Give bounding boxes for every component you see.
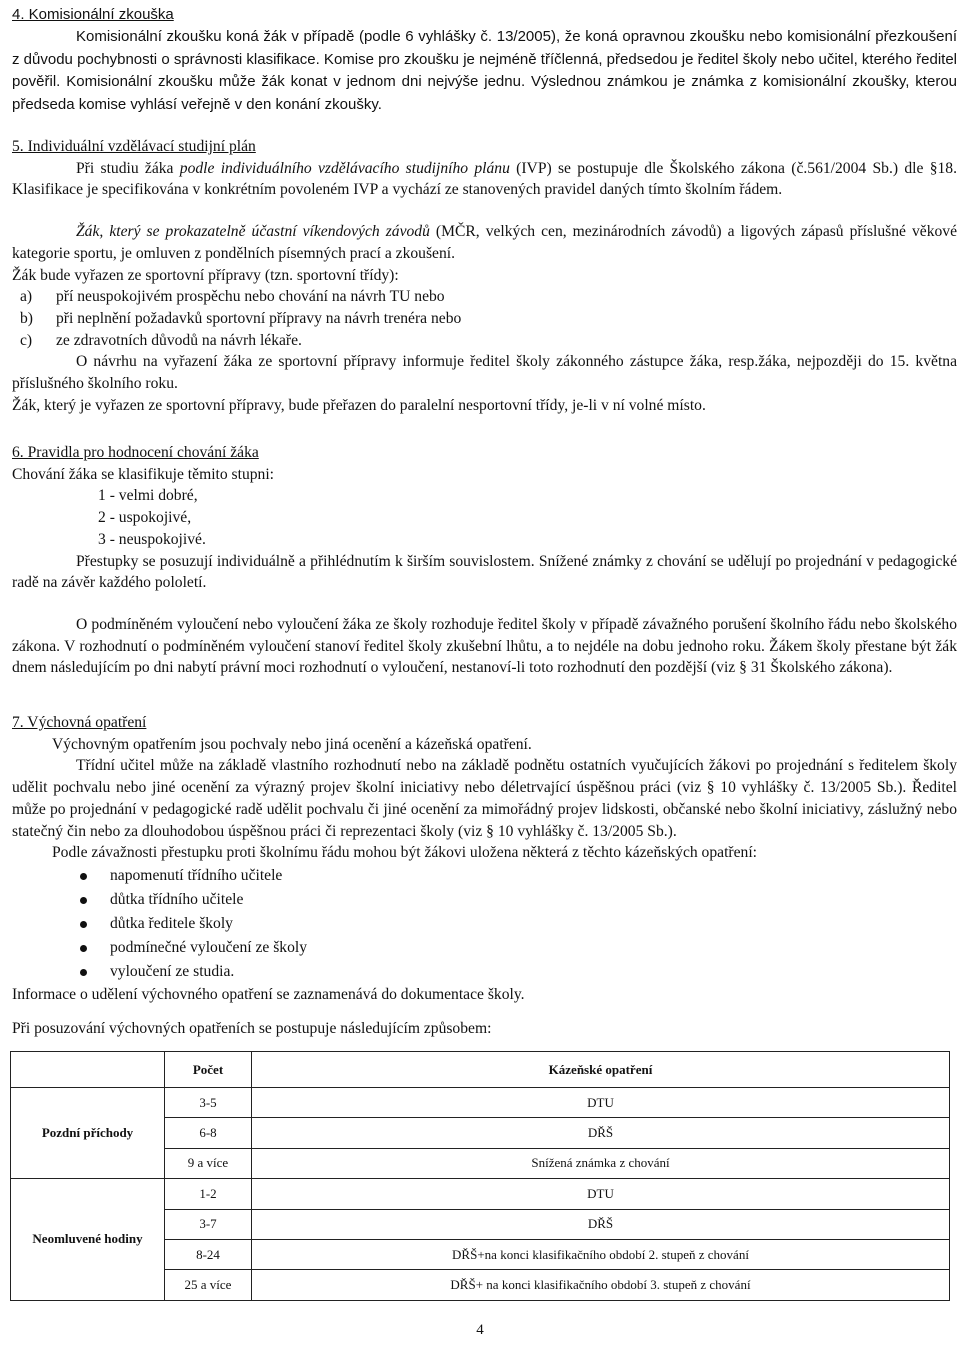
list-item: c) ze zdravotních důvodů na návrh lékaře.: [20, 331, 302, 349]
grade-item: 3 - neuspokojivé.: [98, 530, 206, 548]
count-cell: 6-8: [165, 1118, 252, 1148]
measure-cell: DTU: [252, 1088, 950, 1118]
section-5: [12, 136, 957, 416]
column-header-measure: Kázeňské opatření: [252, 1052, 950, 1088]
measure-cell: DŘŠ+na konci klasifikačního období 2. stupeň z chování: [252, 1239, 950, 1269]
measure-cell: Snížená známka z chování: [252, 1148, 950, 1178]
section-7-paragraph-1: Výchovným opatřením jsou pochvaly nebo jiná ocenění a kázeňská opatření.: [52, 735, 532, 753]
bullet-item: napomenutí třídního učitele: [12, 864, 957, 888]
section-7-paragraph-2: Třídní učitel může na základě vlastního rozhodnutí nebo na základě podnětu ostatních vyučujících žákovi po projednání s ředitelem školy udělit pochvalu nebo jiné ocenění za výrazný projev školní iniciativy nebo déletrvající úspěšnou práci (viz § 10 vyhlášky č. 13/2005 Sb.). Ředitel může po projednání v pedagogické radě udělit pochvalu či jiné ocenění za mimořádný projev lidskosti, občanské nebo školní iniciativy, záslužný nebo statečný čin nebo za dlouhodobou úspěšnou práci či reprezentaci školy (viz § 10 vyhlášky č. 13/2005 Sb.).: [12, 757, 957, 840]
count-cell: 3-7: [165, 1209, 252, 1239]
grade-item: 1 - velmi dobré,: [98, 487, 198, 505]
section-6-intro: Chování žáka se klasifikuje těmito stupni:: [12, 465, 275, 483]
row-group-label: Pozdní příchody: [11, 1088, 165, 1179]
measure-cell: DŘŠ: [252, 1118, 950, 1148]
measure-cell: DŘŠ+ na konci klasifikačního období 3. stupeň z chování: [252, 1270, 950, 1300]
count-cell: 8-24: [165, 1239, 252, 1269]
section-6-paragraph-2: O podmíněném vyloučení nebo vyloučení žáka ze školy rozhoduje ředitel školy v případě závažného porušení školního řádu nebo školského zákona. V rozhodnutí o podmíněném vyloučení stanoví ředitel školy zkušební lhůtu, a to nejdéle na dobu jednoho roku. Žákem školy přestane být žák dnem následujícím po dni nabytí právní moci rozhodnutí o vyloučení, nestanoví-li toto rozhodnutí den pozdější (viz § 31 Školského zákona).: [12, 615, 957, 677]
section-7-paragraph-3: Podle závažnosti přestupku proti školnímu řádu mohou být žákovi uložena některá z těchto kázeňských opatření:: [52, 844, 757, 862]
bullet-icon: [80, 897, 87, 904]
table-row: [11, 1179, 950, 1209]
section-7-paragraph-5: Při posuzování výchovných opatřeních se postupuje následujícím způsobem:: [12, 1019, 492, 1037]
count-cell: 9 a více: [165, 1148, 252, 1178]
count-cell: 1-2: [165, 1179, 252, 1209]
grade-item: 2 - uspokojivé,: [98, 509, 192, 527]
bullet-item: důtka třídního učitele: [12, 888, 957, 912]
section-4-text: Komisionální zkoušku koná žák v případě (podle 6 vyhlášky č. 13/2005), že koná opravnou zkoušku nebo komisionální přezkoušení z důvodu pochybnosti o správnosti klasifikace. Komise pro zkoušku je nejméně tříčlenná, předsedou je ředitel školy nebo učitel, kterého ředitel pověřil. Komisionální zkoušku může žák konat v jednom dni nejvýše jednu. Výslednou známkou je známka z komisionální zkoušky, kterou předseda komise vyhlásí veřejně v den konání zkoušky.: [12, 28, 957, 113]
bullet-icon: [80, 969, 87, 976]
section-4: [12, 4, 957, 116]
measure-cell: DŘŠ: [252, 1209, 950, 1239]
bullet-item: podmínečné vyloučení ze školy: [12, 936, 957, 960]
list-item: b) při neplnění požadavků sportovní přípravy na návrh trenéra nebo: [20, 309, 462, 327]
bullet-item: důtka ředitele školy: [12, 912, 957, 936]
table-header-row: [11, 1052, 950, 1088]
row-group-label: Neomluvené hodiny: [11, 1179, 165, 1301]
section-5-heading: 5. Individuální vzdělávací studijní plán: [12, 138, 256, 155]
section-7-heading: 7. Výchovná opatření: [12, 714, 147, 731]
count-cell: 3-5: [165, 1088, 252, 1118]
bullet-icon: [80, 945, 87, 952]
column-header-count: Počet: [165, 1052, 252, 1088]
bullet-icon: [80, 873, 87, 880]
section-5-paragraph-1: Při studiu žáka podle individuálního vzdělávacího studijního plánu (IVP) se postupuje dle Školského zákona (č.561/2004 Sb.) dle §18. Klasifikace je specifikována v konkrétním povoleném IVP a vychází ze stanovených pravidel daných tímto školním řádem.: [12, 159, 957, 199]
section-6-paragraph-1: Přestupky se posuzují individuálně a přihlédnutím k širším souvislostem. Snížené známky z chování se udělují po projednání v pedagogické radě na závěr každého pololetí.: [12, 552, 957, 592]
bullet-item: vyloučení ze studia.: [12, 960, 957, 984]
table-corner-cell: [11, 1052, 165, 1088]
section-7: [12, 712, 957, 1039]
section-6-heading: 6. Pravidla pro hodnocení chování žáka: [12, 444, 259, 461]
bullet-icon: [80, 921, 87, 928]
section-7-paragraph-4: Informace o udělení výchovného opatření se zaznamenává do dokumentace školy.: [12, 985, 525, 1003]
count-cell: 25 a více: [165, 1270, 252, 1300]
section-5-paragraph-5: Žák, který je vyřazen ze sportovní přípravy, bude přeřazen do paralelní nesportovní třídy, je-li v ní volné místo.: [12, 396, 706, 414]
list-item: a) pří neuspokojivém prospěchu nebo chování na návrh TU nebo: [20, 288, 445, 306]
measure-cell: DTU: [252, 1179, 950, 1209]
section-4-heading: 4. Komisionální zkouška: [12, 6, 174, 23]
section-5-paragraph-2: Žák, který se prokazatelně účastní víkendových závodů (MČR, velkých cen, mezinárodních závodů) a ligových zápasů příslušné věkové kategorie sportu, je omluven z pondělních písemných prací a zkoušení.: [12, 223, 958, 262]
table-row: [11, 1088, 950, 1118]
page-number: 4: [476, 1322, 484, 1338]
section-5-paragraph-4: O návrhu na vyřazení žáka ze sportovní přípravy informuje ředitel školy zákonného zástupce žáka, resp.žáka, nejpozději do 15. května příslušného školního roku.: [12, 353, 957, 393]
disciplinary-table: [10, 1051, 950, 1301]
section-6: [12, 442, 957, 679]
section-5-paragraph-3: Žák bude vyřazen ze sportovní přípravy (tzn. sportovní třídy):: [12, 266, 399, 284]
